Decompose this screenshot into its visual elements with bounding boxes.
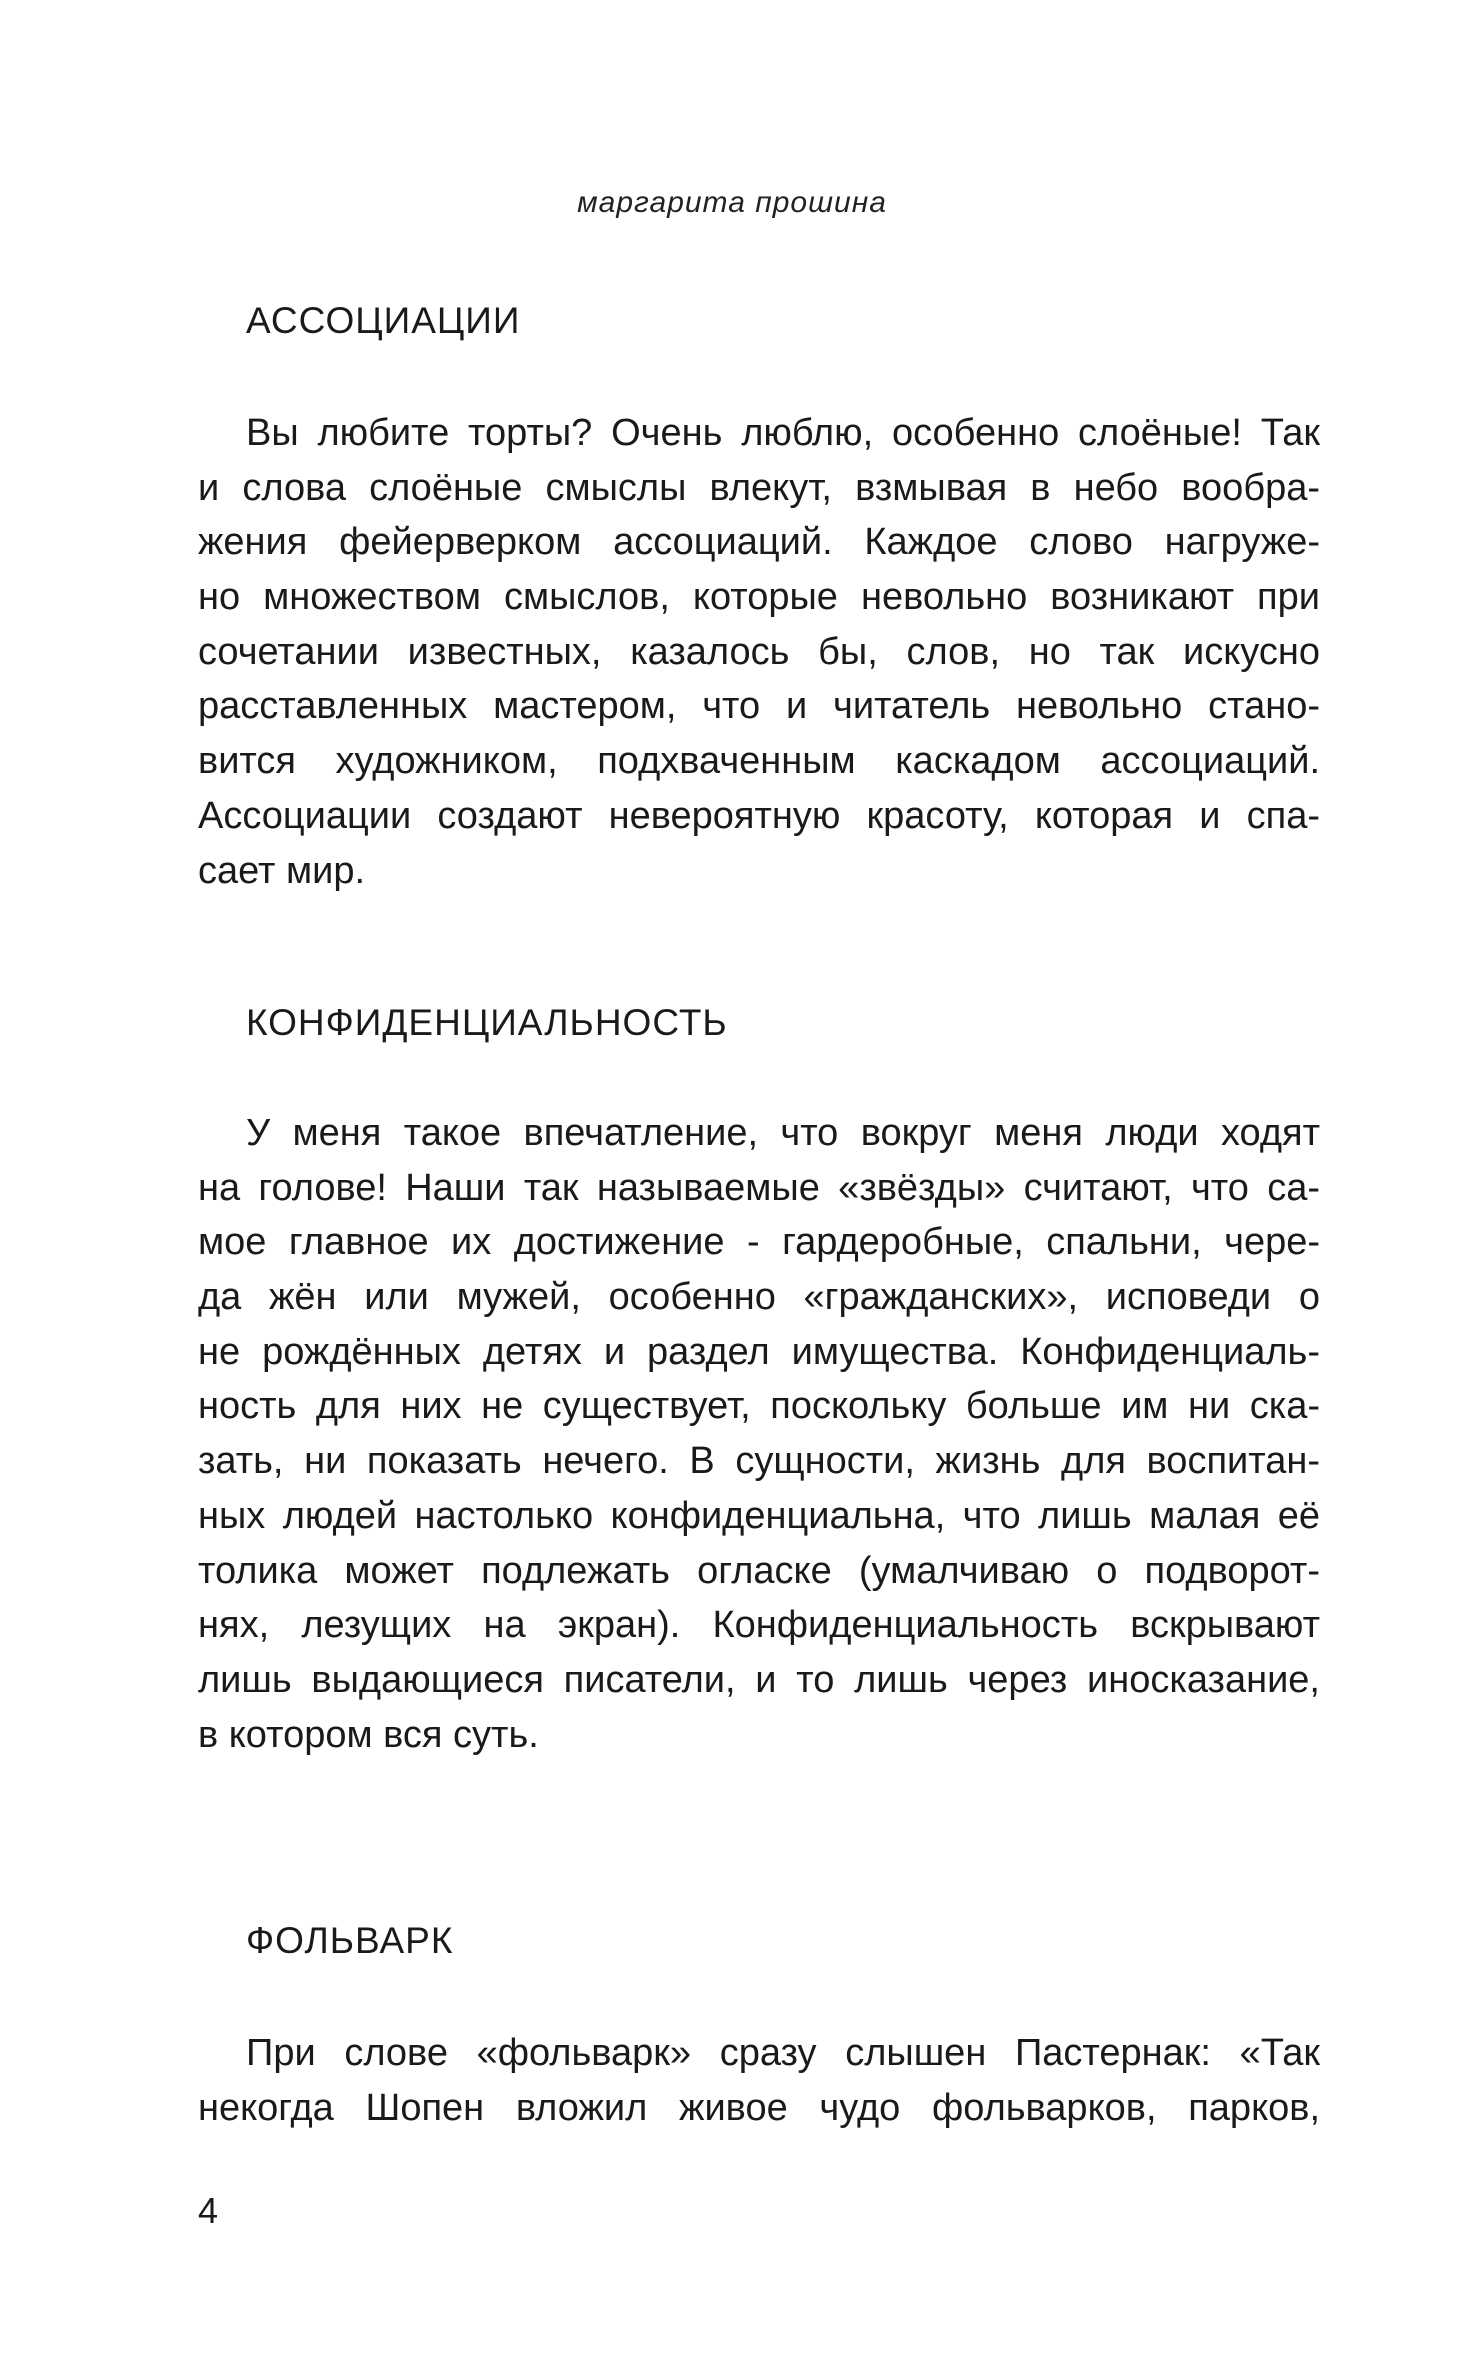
text-line: При слове «фольварк» сразу слышен Пастернак: «Так [246, 2032, 1320, 2074]
text-line: зать, ни показать нечего. В сущности, жизнь для воспитан- [198, 1440, 1320, 1483]
text-line: сает мир. [198, 849, 366, 892]
page-number: 4 [198, 2190, 219, 2231]
text-line: лишь выдающиеся писатели, и то лишь через иносказание, [198, 1658, 1320, 1701]
text-line: но множеством смыслов, которые невольно возникают при [198, 576, 1320, 619]
text-line: мое главное их достижение - гардеробные, спальни, чере- [198, 1221, 1320, 1264]
text-line: не рождённых детях и раздел имущества. Конфиденциаль- [198, 1330, 1320, 1373]
text-line: жения фейерверком ассоциаций. Каждое слово нагруже- [198, 521, 1320, 564]
text-line: да жён или мужей, особенно «гражданских», исповеди о [198, 1276, 1320, 1319]
text-line: в котором вся суть. [198, 1713, 539, 1756]
text-line: на голове! Наши так называемые «звёзды» считают, что са- [198, 1166, 1320, 1209]
text-line: и слова слоёные смыслы влекут, взмывая в небо вообра- [198, 466, 1320, 509]
text-line: расставленных мастером, что и читатель невольно стано- [198, 685, 1320, 728]
text-line: сочетании известных, казалось бы, слов, но так искусно [198, 630, 1320, 673]
section-heading-folwark: ФОЛЬВАРК [246, 1920, 454, 1961]
section-heading-associations: АССОЦИАЦИИ [246, 300, 521, 341]
text-line: У меня такое впечатление, что вокруг меня люди ходят [246, 1112, 1320, 1154]
text-line: Ассоциации создают невероятную красоту, которая и спа- [198, 794, 1320, 837]
text-line: толика может подлежать огласке (умалчиваю о подворот- [198, 1549, 1320, 1592]
text-line: вится художником, подхваченным каскадом ассоциаций. [198, 740, 1320, 783]
text-line: Вы любите торты? Очень люблю, особенно слоёные! Так [246, 412, 1320, 454]
text-line: некогда Шопен вложил живое чудо фольварков, парков, [198, 2086, 1320, 2129]
section-heading-confidentiality: КОНФИДЕНЦИАЛЬНОСТЬ [246, 1002, 728, 1043]
running-head: маргарита прошина [577, 186, 887, 219]
text-line: нях, лезущих на экран). Конфиденциальность вскрывают [198, 1604, 1320, 1647]
section-body-confidentiality [198, 1106, 1320, 1762]
section-body-folwark [198, 2026, 1320, 2135]
section-body-associations [198, 406, 1320, 898]
text-line: ность для них не существует, поскольку больше им ни ска- [198, 1385, 1320, 1428]
text-line: ных людей настолько конфиденциальна, что лишь малая её [198, 1494, 1320, 1537]
